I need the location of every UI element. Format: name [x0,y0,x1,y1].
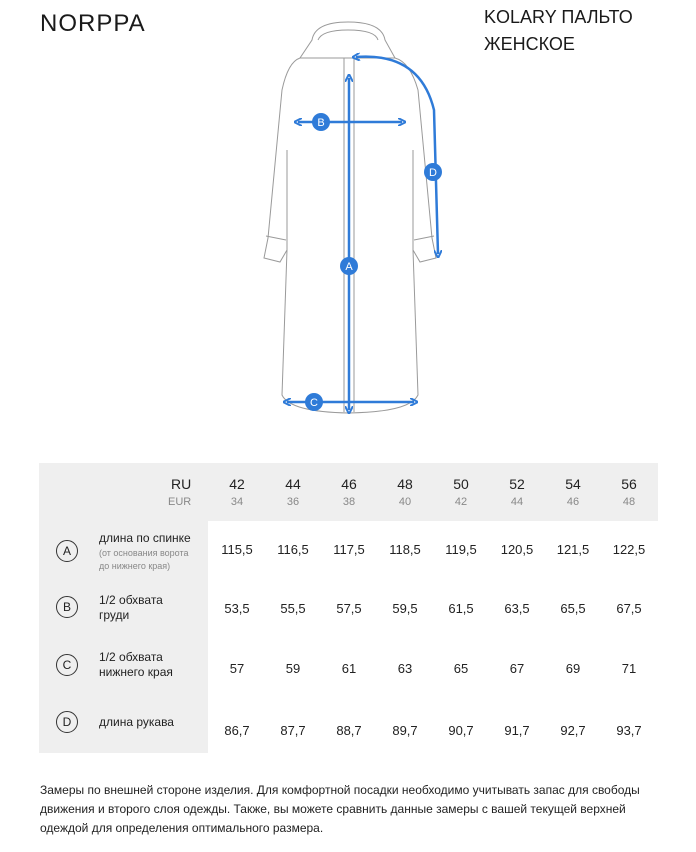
size-eur: 44 [510,496,524,508]
note-line: движения и второго слоя одежды. Также, вы можете сравнить данные замеры с вашей текущей верхней [40,802,626,816]
size-ru: 50 [453,476,469,492]
marker-d-badge [424,163,442,181]
note-line: Замеры по внешней стороне изделия. Для комфортной посадки необходимо учитывать запас для свободы [40,783,640,797]
value-cell: 89,7 [392,723,418,738]
size-ru: 48 [397,476,413,492]
row-label: длина рукава [99,715,174,729]
value-cell: 65,5 [560,601,586,616]
header-ru: RU [171,476,192,492]
size-eur: 46 [566,496,580,508]
marker-c-label: C [310,397,318,409]
size-table [39,463,658,753]
value-cell: 63 [397,661,413,676]
row-label-line-2: груди [99,608,130,622]
value-cell: 118,5 [389,542,421,557]
size-ru: 56 [621,476,637,492]
row-label: 1/2 обхвата [99,650,163,664]
row-marker-a: A [56,540,78,562]
value-cell: 59,5 [392,601,418,616]
value-cell: 92,7 [560,723,586,738]
value-cell: 55,5 [280,601,306,616]
product-title-line-1: KOLARY ПАЛЬТО [484,7,633,27]
size-table-header [39,463,658,521]
value-cell: 67,5 [616,601,642,616]
size-eur: 36 [286,496,300,508]
measurement-lines [287,57,438,410]
row-label: 1/2 обхвата [99,593,163,607]
row-sublabel: (от основания ворота [99,548,189,558]
note-line: одеждой для определения оптимального размера. [40,821,324,835]
row-label: длина по спинке [99,531,191,545]
value-cell: 90,7 [448,723,474,738]
value-cell: 117,5 [333,542,365,557]
size-eur: 48 [622,496,636,508]
marker-a-badge [340,257,358,275]
size-ru: 46 [341,476,357,492]
value-cell: 91,7 [504,723,530,738]
value-cell: 120,5 [500,542,534,557]
row-marker-d: D [56,711,78,733]
row-label-line-2: нижнего края [99,665,173,679]
size-eur: 40 [398,496,412,508]
marker-a-label: A [345,261,353,273]
value-cell: 67 [509,661,525,676]
size-eur: 38 [342,496,356,508]
value-cell: 53,5 [224,601,250,616]
value-cell: 71 [621,661,637,676]
value-cell: 65 [453,661,469,676]
size-ru: 52 [509,476,525,492]
measurement-note [40,781,660,838]
marker-b-badge [312,113,330,131]
value-cell: 116,5 [277,542,309,557]
size-ru: 42 [229,476,245,492]
marker-b-label: B [317,117,325,129]
brand-logo: NORPPA [40,10,146,37]
row-sublabel: до нижнего края) [99,561,171,571]
size-ru: 44 [285,476,301,492]
marker-c-badge [305,393,323,411]
size-eur: 34 [230,496,244,508]
value-cell: 63,5 [504,601,530,616]
product-title-line-2: ЖЕНСКОЕ [484,34,575,54]
row-marker-c: C [56,654,78,676]
value-cell: 115,5 [221,542,253,557]
marker-d-label: D [429,167,437,179]
size-eur: 42 [454,496,468,508]
header-eur: EUR [168,496,192,508]
value-cell: 69 [565,661,581,676]
value-cell: 121,5 [556,542,590,557]
value-cell: 93,7 [616,723,642,738]
value-cell: 61 [341,661,357,676]
row-marker-b: B [56,596,78,618]
value-cell: 122,5 [612,542,646,557]
value-cell: 87,7 [280,723,306,738]
value-cell: 119,5 [445,542,477,557]
value-cell: 61,5 [448,601,474,616]
value-cell: 57 [229,661,245,676]
value-cell: 86,7 [224,723,250,738]
size-ru: 54 [565,476,581,492]
value-cell: 59 [285,661,301,676]
value-cell: 57,5 [336,601,362,616]
value-cell: 88,7 [336,723,362,738]
